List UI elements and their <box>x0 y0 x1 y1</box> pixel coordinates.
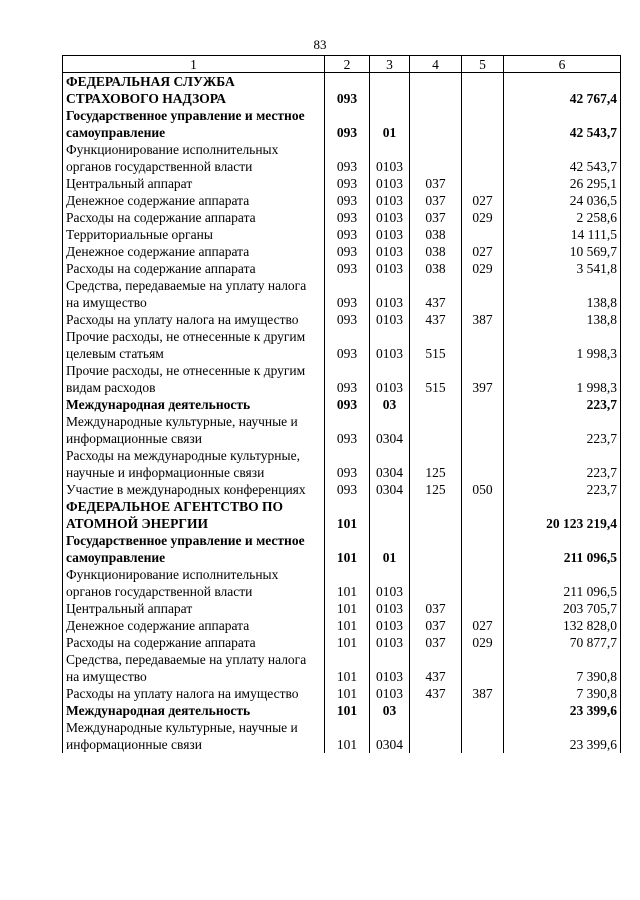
row-name: Международные культурные, научные и информационные связи <box>63 413 325 447</box>
row-amount: 211 096,5 <box>504 566 621 600</box>
row-section-code: 0103 <box>370 226 410 243</box>
row-chapter-code: 093 <box>325 209 370 226</box>
row-chapter-code: 093 <box>325 413 370 447</box>
page-number: 83 <box>313 37 327 52</box>
table-header <box>63 56 621 73</box>
row-amount: 223,7 <box>504 413 621 447</box>
row-chapter-code: 093 <box>325 73 370 108</box>
row-amount: 23 399,6 <box>504 719 621 753</box>
row-amount: 20 123 219,4 <box>504 498 621 532</box>
row-target-code: 437 <box>410 651 462 685</box>
row-expense-type-code: 397 <box>462 362 504 396</box>
row-section-code: 0103 <box>370 209 410 226</box>
row-name: Расходы на международные культурные, научные и информационные связи <box>63 447 325 481</box>
row-expense-type-code: 029 <box>462 209 504 226</box>
row-chapter-code: 093 <box>325 447 370 481</box>
row-section-code: 0103 <box>370 328 410 362</box>
row-target-code <box>410 396 462 413</box>
row-expense-type-code <box>462 719 504 753</box>
row-chapter-code: 093 <box>325 277 370 311</box>
row-expense-type-code <box>462 702 504 719</box>
row-target-code <box>410 532 462 566</box>
row-name: Международная деятельность <box>63 702 325 719</box>
row-name: Средства, передаваемые на уплату налога на имущество <box>63 651 325 685</box>
row-name: Прочие расходы, не отнесенные к другим целевым статьям <box>63 328 325 362</box>
row-expense-type-code <box>462 277 504 311</box>
row-amount: 7 390,8 <box>504 651 621 685</box>
header-row <box>63 56 621 73</box>
table-row <box>63 481 621 498</box>
table-row <box>63 566 621 600</box>
row-expense-type-code <box>462 107 504 141</box>
row-name: Государственное управление и местное самоуправление <box>63 532 325 566</box>
table-row <box>63 396 621 413</box>
column-header-1: 1 <box>63 56 325 73</box>
column-header-6: 6 <box>504 56 621 73</box>
row-name: Участие в международных конференциях <box>63 481 325 498</box>
row-amount: 132 828,0 <box>504 617 621 634</box>
row-section-code: 0103 <box>370 685 410 702</box>
table-row <box>63 328 621 362</box>
row-chapter-code: 093 <box>325 175 370 192</box>
row-expense-type-code <box>462 532 504 566</box>
table-row <box>63 634 621 651</box>
row-name: Средства, передаваемые на уплату налога на имущество <box>63 277 325 311</box>
table-row <box>63 413 621 447</box>
row-name: Государственное управление и местное самоуправление <box>63 107 325 141</box>
row-section-code: 0103 <box>370 651 410 685</box>
row-amount: 42 767,4 <box>504 73 621 108</box>
row-amount: 223,7 <box>504 447 621 481</box>
row-amount: 1 998,3 <box>504 362 621 396</box>
row-amount: 211 096,5 <box>504 532 621 566</box>
table-row <box>63 600 621 617</box>
row-section-code: 0304 <box>370 447 410 481</box>
row-chapter-code: 093 <box>325 243 370 260</box>
row-section-code: 0103 <box>370 277 410 311</box>
row-section-code: 0103 <box>370 600 410 617</box>
row-expense-type-code <box>462 447 504 481</box>
column-header-3: 3 <box>370 56 410 73</box>
table-row <box>63 141 621 175</box>
table-row <box>63 73 621 108</box>
row-expense-type-code <box>462 141 504 175</box>
row-target-code <box>410 719 462 753</box>
row-expense-type-code <box>462 600 504 617</box>
row-chapter-code: 093 <box>325 260 370 277</box>
row-amount: 10 569,7 <box>504 243 621 260</box>
row-target-code: 515 <box>410 362 462 396</box>
row-amount: 24 036,5 <box>504 192 621 209</box>
row-expense-type-code <box>462 566 504 600</box>
row-chapter-code: 093 <box>325 362 370 396</box>
table-row <box>63 192 621 209</box>
row-chapter-code: 101 <box>325 617 370 634</box>
row-name: Международные культурные, научные и информационные связи <box>63 719 325 753</box>
table-row <box>63 498 621 532</box>
budget-table <box>62 55 621 753</box>
table-row <box>63 209 621 226</box>
row-name: ФЕДЕРАЛЬНАЯ СЛУЖБА СТРАХОВОГО НАДЗОРА <box>63 73 325 108</box>
row-amount: 26 295,1 <box>504 175 621 192</box>
row-section-code: 0103 <box>370 566 410 600</box>
row-target-code: 037 <box>410 209 462 226</box>
row-target-code: 125 <box>410 481 462 498</box>
row-amount: 14 111,5 <box>504 226 621 243</box>
row-name: Денежное содержание аппарата <box>63 617 325 634</box>
row-expense-type-code <box>462 413 504 447</box>
row-name: Расходы на уплату налога на имущество <box>63 311 325 328</box>
row-target-code: 037 <box>410 634 462 651</box>
row-amount: 223,7 <box>504 481 621 498</box>
row-amount: 2 258,6 <box>504 209 621 226</box>
row-chapter-code: 093 <box>325 107 370 141</box>
row-expense-type-code: 027 <box>462 192 504 209</box>
row-target-code: 437 <box>410 685 462 702</box>
row-name: Территориальные органы <box>63 226 325 243</box>
row-chapter-code: 093 <box>325 226 370 243</box>
row-amount: 42 543,7 <box>504 141 621 175</box>
table-row <box>63 702 621 719</box>
row-expense-type-code <box>462 328 504 362</box>
row-name: Функционирование исполнительных органов государственной власти <box>63 566 325 600</box>
table-row <box>63 362 621 396</box>
row-amount: 138,8 <box>504 311 621 328</box>
row-chapter-code: 101 <box>325 566 370 600</box>
row-section-code: 03 <box>370 702 410 719</box>
table-row <box>63 719 621 753</box>
row-chapter-code: 101 <box>325 532 370 566</box>
row-target-code: 037 <box>410 617 462 634</box>
table-row <box>63 447 621 481</box>
row-target-code: 037 <box>410 600 462 617</box>
row-name: Расходы на содержание аппарата <box>63 260 325 277</box>
row-expense-type-code: 387 <box>462 685 504 702</box>
row-name: Денежное содержание аппарата <box>63 192 325 209</box>
row-name: Центральный аппарат <box>63 600 325 617</box>
row-name: Международная деятельность <box>63 396 325 413</box>
row-section-code: 0304 <box>370 413 410 447</box>
row-expense-type-code: 050 <box>462 481 504 498</box>
row-target-code: 038 <box>410 243 462 260</box>
table-row <box>63 260 621 277</box>
row-section-code: 0103 <box>370 617 410 634</box>
table-row <box>63 311 621 328</box>
row-section-code: 0103 <box>370 311 410 328</box>
row-section-code: 0103 <box>370 141 410 175</box>
row-chapter-code: 093 <box>325 311 370 328</box>
row-section-code: 0103 <box>370 192 410 209</box>
row-section-code: 01 <box>370 532 410 566</box>
row-target-code <box>410 498 462 532</box>
row-target-code: 037 <box>410 175 462 192</box>
row-target-code <box>410 702 462 719</box>
table-row <box>63 226 621 243</box>
column-header-5: 5 <box>462 56 504 73</box>
row-section-code: 0103 <box>370 175 410 192</box>
row-target-code: 437 <box>410 277 462 311</box>
row-section-code <box>370 73 410 108</box>
row-chapter-code: 101 <box>325 702 370 719</box>
table-row <box>63 617 621 634</box>
table-row <box>63 107 621 141</box>
table-row <box>63 277 621 311</box>
row-name: Расходы на содержание аппарата <box>63 209 325 226</box>
row-chapter-code: 101 <box>325 600 370 617</box>
row-section-code: 0103 <box>370 260 410 277</box>
row-expense-type-code: 029 <box>462 260 504 277</box>
column-header-4: 4 <box>410 56 462 73</box>
row-target-code: 437 <box>410 311 462 328</box>
table-body <box>63 73 621 754</box>
row-section-code: 0304 <box>370 481 410 498</box>
row-amount: 70 877,7 <box>504 634 621 651</box>
table-row <box>63 175 621 192</box>
row-section-code: 0103 <box>370 362 410 396</box>
row-amount: 1 998,3 <box>504 328 621 362</box>
row-name: Прочие расходы, не отнесенные к другим видам расходов <box>63 362 325 396</box>
row-target-code <box>410 141 462 175</box>
row-target-code: 038 <box>410 260 462 277</box>
row-chapter-code: 093 <box>325 328 370 362</box>
row-expense-type-code <box>462 498 504 532</box>
row-expense-type-code <box>462 651 504 685</box>
row-name: Расходы на уплату налога на имущество <box>63 685 325 702</box>
row-amount: 42 543,7 <box>504 107 621 141</box>
row-expense-type-code <box>462 175 504 192</box>
row-chapter-code: 101 <box>325 719 370 753</box>
row-chapter-code: 101 <box>325 634 370 651</box>
row-expense-type-code: 027 <box>462 617 504 634</box>
row-expense-type-code: 387 <box>462 311 504 328</box>
row-amount: 203 705,7 <box>504 600 621 617</box>
row-amount: 3 541,8 <box>504 260 621 277</box>
row-amount: 7 390,8 <box>504 685 621 702</box>
row-target-code <box>410 413 462 447</box>
row-chapter-code: 101 <box>325 685 370 702</box>
row-chapter-code: 093 <box>325 481 370 498</box>
row-name: Центральный аппарат <box>63 175 325 192</box>
row-name: ФЕДЕРАЛЬНОЕ АГЕНТСТВО ПО АТОМНОЙ ЭНЕРГИИ <box>63 498 325 532</box>
row-chapter-code: 093 <box>325 396 370 413</box>
row-expense-type-code: 027 <box>462 243 504 260</box>
table-row <box>63 532 621 566</box>
row-name: Расходы на содержание аппарата <box>63 634 325 651</box>
row-chapter-code: 093 <box>325 141 370 175</box>
row-target-code <box>410 73 462 108</box>
table-row <box>63 685 621 702</box>
row-amount: 138,8 <box>504 277 621 311</box>
row-amount: 23 399,6 <box>504 702 621 719</box>
row-target-code: 038 <box>410 226 462 243</box>
column-header-2: 2 <box>325 56 370 73</box>
row-name: Функционирование исполнительных органов государственной власти <box>63 141 325 175</box>
row-target-code: 037 <box>410 192 462 209</box>
row-chapter-code: 093 <box>325 192 370 209</box>
row-target-code <box>410 566 462 600</box>
row-section-code <box>370 498 410 532</box>
row-target-code: 515 <box>410 328 462 362</box>
row-expense-type-code <box>462 396 504 413</box>
row-amount: 223,7 <box>504 396 621 413</box>
table-row <box>63 243 621 260</box>
row-section-code: 0304 <box>370 719 410 753</box>
row-target-code: 125 <box>410 447 462 481</box>
row-section-code: 01 <box>370 107 410 141</box>
row-chapter-code: 101 <box>325 498 370 532</box>
row-chapter-code: 101 <box>325 651 370 685</box>
row-section-code: 03 <box>370 396 410 413</box>
row-section-code: 0103 <box>370 634 410 651</box>
row-expense-type-code <box>462 226 504 243</box>
row-section-code: 0103 <box>370 243 410 260</box>
row-expense-type-code: 029 <box>462 634 504 651</box>
table-row <box>63 651 621 685</box>
row-name: Денежное содержание аппарата <box>63 243 325 260</box>
row-expense-type-code <box>462 73 504 108</box>
row-target-code <box>410 107 462 141</box>
